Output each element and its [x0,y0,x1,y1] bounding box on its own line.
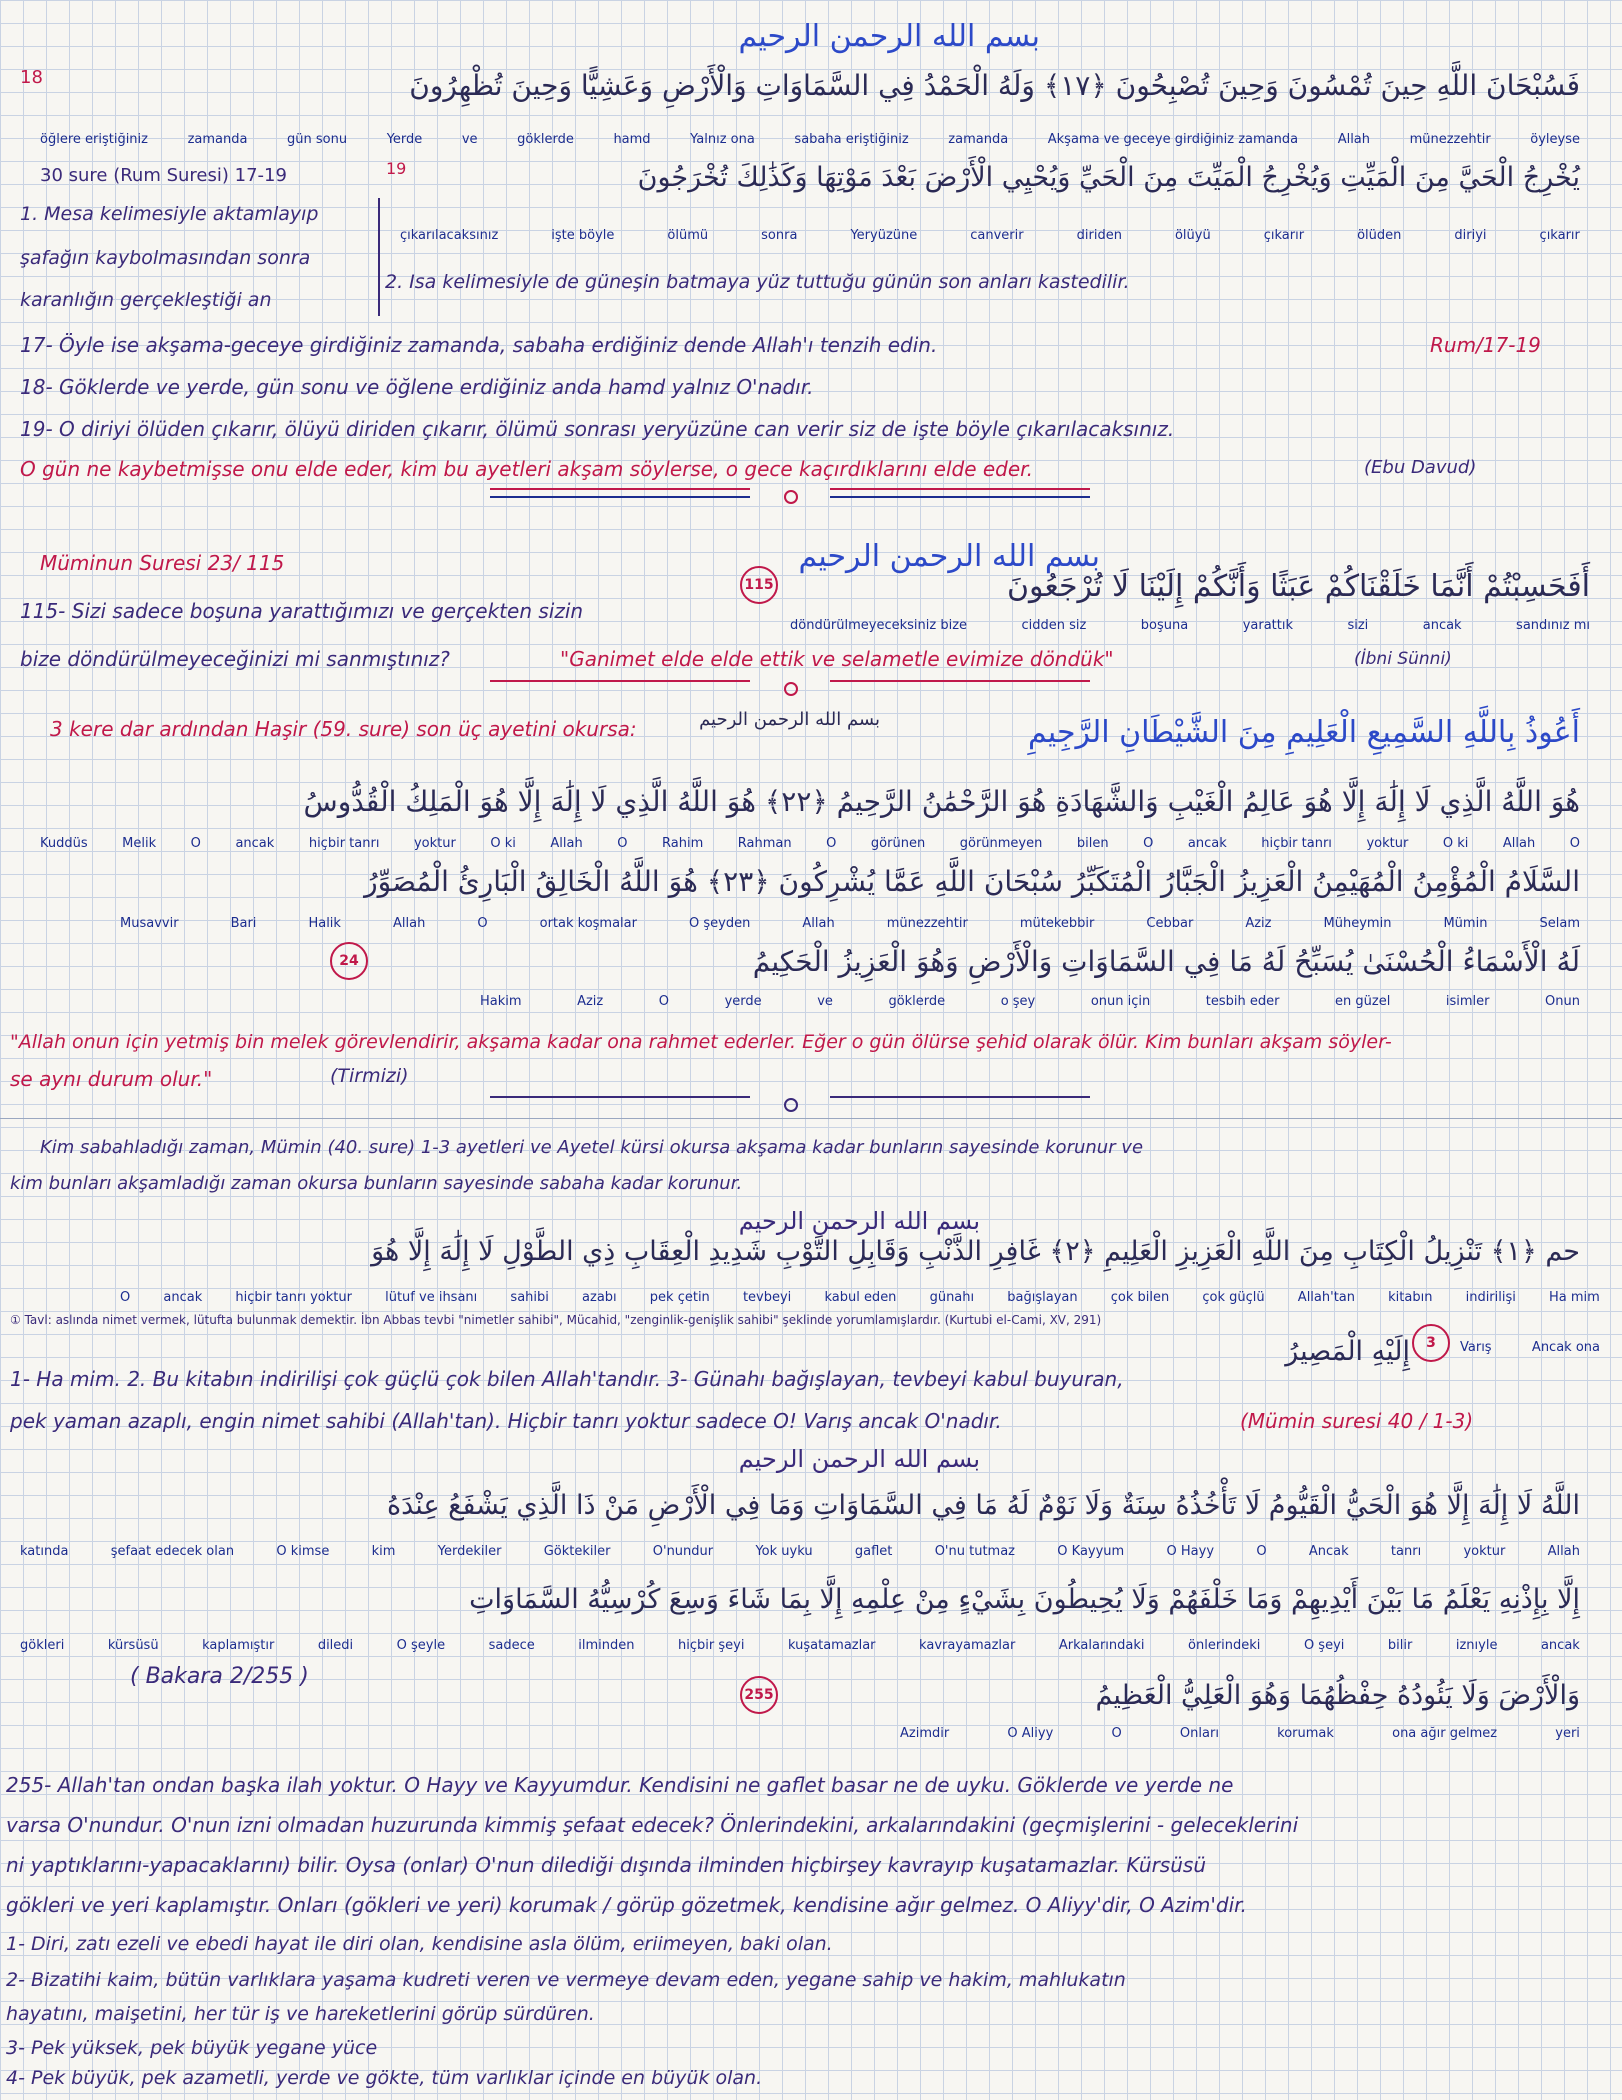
gloss-word: O ki [1442,836,1469,851]
arabic-hasr-23: السَّلَامُ الْمُؤْمِنُ الْمُهَيْمِنُ الْعَزِيزُ الْجَبَّارُ الْمُتَكَبِّرُ سُبْحَانَ اللَّهِ عَمَّا يُشْرِكُونَ ﴿٢٣﴾ هُوَ اللَّهُ الْخَالِقُ الْبَارِئُ الْمُصَوِّرُ [364,865,1580,898]
gloss-word: O Aliyy [1007,1726,1054,1741]
rum-verse-17: 17- Öyle ise akşama-geceye girdiğiniz zamanda, sabaha erdiğiniz dende Allah'ı tenzih edin. [20,333,938,357]
gloss-word: sandınız mı [1516,618,1590,633]
gloss-word: münezzehtir [886,916,968,931]
note-1-line-a: 1. Mesa kelimesiyle aktamlayıp [20,203,319,225]
gloss-word: O'nu tutmaz [934,1544,1015,1559]
gloss-word: kim [371,1544,396,1559]
gloss-word: yeri [1555,1726,1580,1741]
gloss-word: indirilişi [1465,1290,1516,1305]
gloss-word: ancak [1187,836,1227,851]
bismillah-heading-5: بسم الله الرحمن الرحيم [738,1445,980,1473]
ayah-marker-24: 24 [330,942,368,980]
gloss-word: gün sonu [287,132,348,147]
kursi-translation-3: ni yaptıklarını-yapacaklarını) bilir. Oysa (onlar) O'nun dilediği dışında ilminden hiçbirşey kavrayıp kuşatamazlar. Kürsüsü [6,1853,1206,1877]
muminun-translation-2: bize döndürülmeyeceğinizi mi sanmıştınız? [20,647,450,671]
gloss-word: sonra [761,228,798,243]
surah-label-muminun: Müminun Suresi 23/ 115 [40,551,285,575]
gloss-word: tesbih eder [1205,994,1280,1009]
gloss-word: O [1569,836,1580,851]
gloss-word: Yerde [386,132,423,147]
gloss-word: ilminden [578,1638,635,1653]
surah-label-rum: 30 sure (Rum Suresi) 17-19 [40,165,287,186]
ayah-marker-3: 3 [1412,1324,1450,1362]
gloss-word: ancak [163,1290,203,1305]
gloss-word: ölüden [1357,228,1402,243]
gloss-word: önlerindeki [1188,1638,1261,1653]
arabic-ayetel-kursi-2: إِلَّا بِإِذْنِهِ يَعْلَمُ مَا بَيْنَ أَيْدِيهِمْ وَمَا خَلْفَهُمْ وَلَا يُحِيطُونَ بِشَيْءٍ مِنْ عِلْمِهِ إِلَّا بِمَا شَاءَ وَسِعَ كُرْسِيُّهُ السَّمَاوَاتِ [469,1584,1580,1615]
gloss-word: o şey [1000,994,1036,1009]
gloss-word: diriden [1076,228,1122,243]
gloss-word: Aziz [577,994,604,1009]
gloss-word: Selam [1539,916,1580,931]
gloss-word: kabul eden [824,1290,897,1305]
word-gloss-hasr-1 [40,836,1580,851]
gloss-word: mütekebbir [1019,916,1095,931]
gloss-word: şefaat edecek olan [110,1544,235,1559]
kursi-note-1: 1- Diri, zatı ezeli ve ebedi hayat ile diri olan, kendisine asla ölüm, eriimeyen, baki olan. [6,1933,833,1955]
gloss-word: pek çetin [649,1290,710,1305]
gloss-word: yarattık [1242,618,1293,633]
arabic-rum-17-18: فَسُبْحَانَ اللَّهِ حِينَ تُمْسُونَ وَحِينَ تُصْبِحُونَ ﴿١٧﴾ وَلَهُ الْحَمْدُ فِي السَّمَاوَاتِ وَالْأَرْضِ وَعَشِيًّا وَحِينَ تُظْهِرُونَ [409,69,1580,102]
kursi-translation-1: 255- Allah'tan ondan başka ilah yoktur. O Hayy ve Kayyumdur. Kendisini ne gaflet basar ne de uyku. Göklerde ve yerde ne [6,1773,1234,1797]
gloss-word: hiçbir tanrı [1261,836,1332,851]
gloss-word: Onun [1545,994,1580,1009]
arabic-hasr-22: هُوَ اللَّهُ الَّذِي لَا إِلَٰهَ إِلَّا هُوَ عَالِمُ الْغَيْبِ وَالشَّهَادَةِ هُوَ الرَّحْمَٰنُ الرَّحِيمُ ﴿٢٢﴾ هُوَ اللَّهُ الَّذِي لَا إِلَٰهَ إِلَّا هُوَ الْمَلِكُ الْقُدُّوسُ [303,785,1580,818]
word-gloss-mumin-2 [1460,1340,1600,1355]
gloss-word: ortak koşmalar [539,916,637,931]
gloss-word: Allah [802,916,835,931]
gloss-word: Yok uyku [755,1544,813,1559]
gloss-word: O ki [490,836,516,851]
kursi-note-3: 3- Pek yüksek, pek büyük yegane yüce [6,2037,378,2059]
hasr-hadith-cont: se aynı durum olur." [10,1067,213,1091]
gloss-word: Ancak ona [1531,1340,1600,1355]
gloss-word: Yeryüzüne [850,228,918,243]
note-2: 2. Isa kelimesiyle de güneşin batmaya yüz tuttuğu günün son anları kastedilir. [385,271,1130,293]
hadith-ebu-davud: O gün ne kaybetmişse onu elde eder, kim bu ayetleri akşam söylerse, o gece kaçırdıklarını elde eder. [20,457,1033,481]
word-gloss-kursi-3 [900,1726,1580,1741]
gloss-word: yoktur [1463,1544,1506,1559]
gloss-word: bilir [1387,1638,1413,1653]
hasr-instruction: 3 kere dar ardından Haşir (59. sure) son üç ayetini okursa: [50,717,637,741]
gloss-word: Rahman [737,836,792,851]
gloss-word: O [477,916,488,931]
gloss-word: Melik [122,836,157,851]
gloss-word: O Hayy [1166,1544,1215,1559]
bismillah-small: بسم الله الرحمن الرحيم [699,709,880,730]
gloss-word: göklerde [888,994,946,1009]
page-fold-line [0,1118,1622,1119]
gloss-word: çıkarılacaksınız [400,228,499,243]
gloss-word: O [120,1290,131,1305]
note-divider [378,198,380,316]
gloss-word: kavrayamazlar [919,1638,1016,1653]
section-separator [490,488,1090,508]
gloss-word: çok bilen [1110,1290,1170,1305]
gloss-word: tevbeyi [742,1290,792,1305]
gloss-word: göklerde [517,132,574,147]
gloss-word: diledi [317,1638,354,1653]
gloss-word: yoktur [1366,836,1409,851]
gloss-word: cidden siz [1021,618,1087,633]
gloss-word: ve [817,994,833,1009]
gloss-word: görünen [870,836,926,851]
gloss-word: bilen [1076,836,1109,851]
hasr-hadith: "Allah onun için yetmiş bin melek görevlendirir, akşama kadar ona rahmet ederler. Eğer o gün ölürse şehid olarak ölür. Kim bunları akşam söyler- [10,1031,1392,1053]
word-gloss-hasr-2 [120,916,1580,931]
word-gloss-hasr-3 [480,994,1580,1009]
gloss-word: O [1143,836,1154,851]
gloss-word: Allah'tan [1297,1290,1355,1305]
gloss-word: ve [461,132,478,147]
gloss-word: lütuf ve ihsanı [385,1290,478,1305]
gloss-word: gaflet [854,1544,893,1559]
gloss-word: hiçbir tanrı [308,836,380,851]
gloss-word: Varış [1460,1340,1492,1355]
gloss-word: O [1111,1726,1122,1741]
gloss-word: Cebbar [1146,916,1194,931]
arabic-ayetel-kursi-3: وَالْأَرْضَ وَلَا يَئُودُهُ حِفْظُهُمَا وَهُوَ الْعَلِيُّ الْعَظِيمُ [1095,1680,1580,1711]
arabic-ayetel-kursi-1: اللَّهُ لَا إِلَٰهَ إِلَّا هُوَ الْحَيُّ الْقَيُّومُ لَا تَأْخُذُهُ سِنَةٌ وَلَا نَوْمٌ لَهُ مَا فِي السَّمَاوَاتِ وَمَا فِي الْأَرْضِ مَنْ ذَا الَّذِي يَشْفَعُ عِنْدَهُ [386,1490,1580,1521]
word-gloss-kursi-1 [20,1544,1580,1559]
ayah-marker-255: 255 [740,1676,778,1714]
rum-verse-19: 19- O diriyi ölüden çıkarır, ölüyü diriden çıkarır, ölümü sonrası yeryüzüne can verir siz de işte böyle çıkarılacaksınız. [20,417,1175,441]
bismillah-heading-4: بسم الله الرحمن الرحيم [738,1207,980,1235]
gloss-word: O [658,994,670,1009]
gloss-word: Rahim [662,836,704,851]
bismillah-heading-2: بسم الله الرحمن الرحيم [798,539,1100,574]
gloss-word: Ancak [1308,1544,1349,1559]
gloss-word: yerde [724,994,762,1009]
gloss-word: Allah [1337,132,1371,147]
gloss-word: canverir [970,228,1024,243]
note-1-line-c: karanlığın gerçekleştiği an [20,289,272,311]
muminun-translation-1: 115- Sizi sadece boşuna yarattığımızı ve gerçekten sizin [20,599,584,623]
gloss-word: isimler [1445,994,1490,1009]
word-gloss-kursi-2 [20,1638,1580,1653]
ayah-marker-115: 115 [740,566,778,604]
gloss-word: Bari [230,916,257,931]
gloss-word: Halik [308,916,341,931]
gloss-word: hiçbir şeyi [678,1638,745,1653]
gloss-word: O şeyden [689,916,751,931]
gloss-word: öğlere eriştiğiniz [40,132,148,147]
gloss-word: görünmeyen [959,836,1043,851]
gloss-word: ancak [1422,618,1462,633]
arabic-rum-19: يُخْرِجُ الْحَيَّ مِنَ الْمَيِّتِ وَيُخْرِجُ الْمَيِّتَ مِنَ الْحَيِّ وَيُحْيِي الْأَرْضَ بَعْدَ مَوْتِهَا وَكَذَٰلِكَ تُخْرَجُونَ [637,162,1580,193]
muminun-hadith-ref: (İbni Sünni) [1354,649,1452,669]
mumin-intro-1: Kim sabahladığı zaman, Mümin (40. sure) 1-3 ayetleri ve Ayetel kürsi okursa akşama kadar bunların sayesinde korunur ve [40,1137,1144,1158]
tavl-footnote: ① Tavl: aslında nimet vermek, lütufta bulunmak demektir. İbn Abbas tevbi "nimetler sahibi", Mücahid, "zenginlik-genişlik sahibi" şeklinde yorumlamışlardır. (Kurtubi el-Cami, XV, 291) [10,1313,1102,1327]
gloss-word: O [826,836,837,851]
gloss-word: onun için [1090,994,1151,1009]
gloss-word: tanrı [1390,1544,1422,1559]
gloss-word: Aziz [1245,916,1272,931]
bismillah-heading: بسم الله الرحمن الرحيم [738,19,1040,54]
arabic-mumin-1-3: حم ﴿١﴾ تَنْزِيلُ الْكِتَابِ مِنَ اللَّهِ الْعَزِيزِ الْعَلِيمِ ﴿٢﴾ غَافِرِ الذَّنْبِ وَقَابِلِ التَّوْبِ شَدِيدِ الْعِقَابِ ذِي الطَّوْلِ لَا إِلَٰهَ إِلَّا هُوَ [371,1236,1580,1267]
gloss-word: bağışlayan [1007,1290,1078,1305]
gloss-word: iznıyle [1455,1638,1498,1653]
kursi-translation-4: gökleri ve yeri kaplamıştır. Onları (gökleri ve yeri) korumak / görüp gözetmek, kendisine ağır gelmez. O Aliyy'dir, O Azim'dir. [6,1893,1247,1917]
mumin-translation-2: pek yaman azaplı, engin nimet sahibi (Allah'tan). Hiçbir tanrı yoktur sadece O! Varış ancak O'nadır. [10,1409,1002,1433]
gloss-word: ancak [235,836,275,851]
gloss-word: Allah [550,836,583,851]
gloss-word: Kuddüs [40,836,88,851]
word-gloss-rum-2 [400,228,1580,243]
arabic-muminun-115: أَفَحَسِبْتُمْ أَنَّمَا خَلَقْنَاكُمْ عَبَثًا وَأَنَّكُمْ إِلَيْنَا لَا تُرْجَعُونَ [1006,569,1590,604]
gloss-word: ölümü [667,228,709,243]
gloss-word: kaplamıştır [202,1638,275,1653]
gloss-word: O [617,836,628,851]
gloss-word: azabı [582,1290,617,1305]
gloss-word: Azimdir [900,1726,950,1741]
note-1-line-b: şafağın kaybolmasından sonra [20,247,311,269]
gloss-word: Akşama ve geceye girdiğiniz zamanda [1047,132,1299,147]
gloss-word: yoktur [413,836,456,851]
gloss-word: öyleyse [1530,132,1580,147]
gloss-word: hiçbir tanrı yoktur [235,1290,352,1305]
gloss-word: Musavvir [120,916,179,931]
gloss-word: en güzel [1335,994,1391,1009]
gloss-word: gökleri [20,1638,65,1653]
bakara-reference: ( Bakara 2/255 ) [130,1664,309,1689]
kursi-note-4: 4- Pek büyük, pek azametli, yerde ve gökte, tüm varlıklar içinde en büyük olan. [6,2067,763,2089]
gloss-word: ölüyü [1174,228,1211,243]
gloss-word: Göktekiler [543,1544,611,1559]
section-separator [490,680,1090,700]
verse-number-18: 18 [20,67,43,88]
gloss-word: Mümin [1443,916,1488,931]
gloss-word: sabaha eriştiğiniz [794,132,909,147]
gloss-word: zamanda [948,132,1009,147]
mumin-translation-1: 1- Ha mim. 2. Bu kitabın indirilişi çok güçlü çok bilen Allah'tandır. 3- Günahı bağışlayan, tevbeyi kabul buyuran, [10,1367,1124,1391]
gloss-word: sizi [1347,618,1369,633]
gloss-word: kitabın [1388,1290,1433,1305]
gloss-word: Allah [1547,1544,1580,1559]
arabic-hasr-24: لَهُ الْأَسْمَاءُ الْحُسْنَىٰ يُسَبِّحُ لَهُ مَا فِي السَّمَاوَاتِ وَالْأَرْضِ وَهُوَ الْعَزِيزُ الْحَكِيمُ [752,945,1580,978]
gloss-word: hamd [613,132,651,147]
verse-number-19: 19 [386,159,407,178]
gloss-word: O [190,836,201,851]
kursi-translation-2: varsa O'nundur. O'nun izni olmadan huzurunda kimmiş şefaat edecek? Önlerindekini, arkalarındakini (geçmişlerini - geleceklerini [6,1813,1299,1837]
kursi-note-2-cont: hayatını, maişetini, her tür iş ve hareketlerini görüp sürdüren. [6,2003,595,2025]
gloss-word: Yalnız ona [690,132,755,147]
gloss-word: ancak [1540,1638,1580,1653]
gloss-word: katında [20,1544,69,1559]
gloss-word: sadece [488,1638,535,1653]
section-separator [490,1096,1090,1116]
gloss-word: diriyi [1454,228,1487,243]
gloss-word: döndürülmeyeceksiniz bize [790,618,968,633]
gloss-word: sahibi [510,1290,549,1305]
gloss-word: Allah [392,916,426,931]
gloss-word: Arkalarındaki [1058,1638,1145,1653]
gloss-word: günahı [929,1290,975,1305]
gloss-word: O şeyle [396,1638,446,1653]
rum-verse-18: 18- Göklerde ve yerde, gün sonu ve öğlene erdiğiniz anda hamd yalnız O'nadır. [20,375,814,399]
gloss-word: O [1256,1544,1267,1559]
gloss-word: Ha mim [1549,1290,1600,1305]
gloss-word: çok güçlü [1202,1290,1265,1305]
arabic-mumin-3-end: إِلَيْهِ الْمَصِيرُ [1285,1336,1410,1367]
gloss-word: boşuna [1140,618,1189,633]
gloss-word: kuşatamazlar [787,1638,876,1653]
gloss-word: ona ağır gelmez [1392,1726,1498,1741]
mumin-intro-2: kim bunları akşamladığı zaman okursa bunların sayesinde sabaha kadar korunur. [10,1173,743,1194]
word-gloss-mumin-1 [120,1290,1600,1305]
isti-adha: أَعُوذُ بِاللَّهِ السَّمِيعِ الْعَلِيمِ مِنَ الشَّيْطَانِ الرَّجِيمِ [1027,715,1580,750]
gloss-word: çıkarır [1539,228,1580,243]
gloss-word: korumak [1277,1726,1334,1741]
word-gloss-rum-1 [40,132,1580,147]
mumin-reference: (Mümin suresi 40 / 1-3) [1240,1409,1474,1433]
hasr-hadith-ref: (Tirmizi) [330,1065,409,1087]
gloss-word: işte böyle [551,228,615,243]
word-gloss-muminun [790,618,1590,633]
gloss-word: Müheymin [1323,916,1392,931]
muminun-hadith: "Ganimet elde elde ettik ve selametle evimize döndük" [560,647,1114,671]
gloss-word: O kimse [276,1544,330,1559]
gloss-word: Hakim [480,994,522,1009]
gloss-word: zamanda [187,132,248,147]
gloss-word: Yerdekiler [437,1544,502,1559]
gloss-word: O'nundur [652,1544,714,1559]
gloss-word: kürsüsü [107,1638,159,1653]
rum-reference: Rum/17-19 [1430,333,1541,357]
gloss-word: O şeyi [1303,1638,1345,1653]
kursi-note-2: 2- Bizatihi kaim, bütün varlıklara yaşama kudreti veren ve vermeye devam eden, yegane sahip ve hakim, mahlukatın [6,1969,1126,1991]
hadith-reference: (Ebu Davud) [1364,457,1477,478]
gloss-word: Onları [1179,1726,1219,1741]
gloss-word: çıkarır [1263,228,1305,243]
gloss-word: O Kayyum [1057,1544,1125,1559]
gloss-word: Allah [1502,836,1536,851]
gloss-word: münezzehtir [1409,132,1491,147]
